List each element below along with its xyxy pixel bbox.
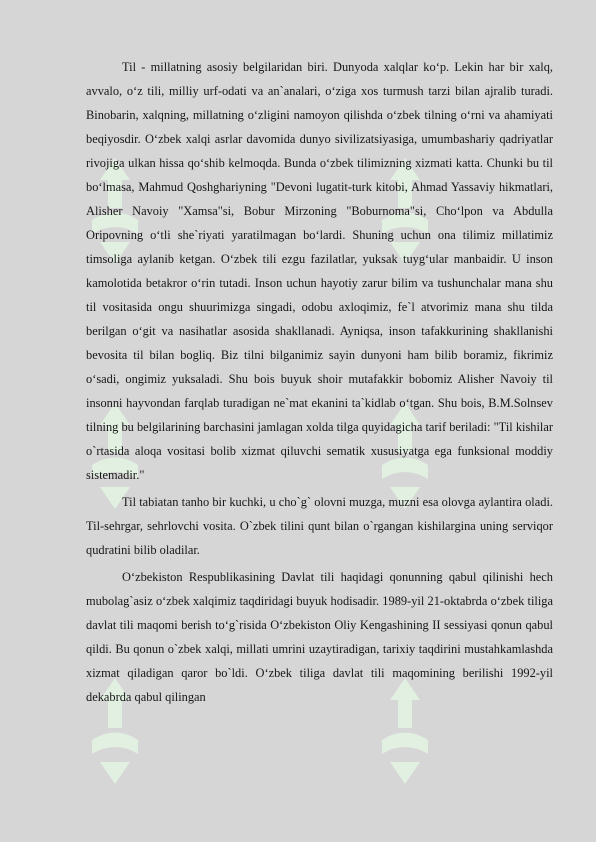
paragraph: O‘zbekiston Respublikasining Davlat tili haqidagi qonunning qabul qilinishi hech mubolag`asiz o‘zbek xalqimiz taqdiridagi buyuk hodisadir. 1989-yil 21-oktabrda o‘zbek tiliga davlat tili maqomi berish to‘g`risida O‘zbekiston Oliy Kengashining II sessiyasi qonun qabul qildi. Bu qonun o`zbek xalqi, millati umrini uzaytiradigan, tarixiy taqdirini mustahkamlashda xizmat qiladigan qaror bo`ldi. O‘zbek tiliga davlat tili maqomining berilishi 1992-yil dekabrda qabul qilingan — [86, 570, 553, 704]
document-body — [86, 55, 553, 712]
paragraph: Til tabiatan tanho bir kuchki, u cho`g` olovni muzga, muzni esa olovga aylantira oladi. Til-sehrgar, sehrlovchi vosita. O`zbek tilini qunt bilan o`rgangan kishilargina uning serviqor qudratini bilib oladilar. — [86, 495, 553, 557]
paragraph: Til - millatning asosiy belgilaridan biri. Dunyoda xalqlar ko‘p. Lekin har bir xalq, avvalo, o‘z tili, milliy urf-odati va an`analari, o‘ziga xos turmush tarzi bilan ajralib turadi. Binobarin, xalqning, millatning o‘zligini namoyon qilishda o‘zbek tilning o‘rni va ahamiyati beqiyosdir. O‘zbek xalqi asrlar davomida dunyo sivilizatsiyasiga, umumbashariy qadriyatlar rivojiga ulkan hissa qo‘shib kelmoqda. Bunda o‘zbek tilimizning xizmati katta. Chunki bu til bo‘lmasa, Mahmud Qoshghariyning "Devoni lugatit-turk kitobi, Ahmad Yassaviy hikmatlari, Alisher Navoiy "Xamsa"si, Bobur Mirzoning "Boburnoma"si, Cho‘lpon va Abdulla Oripovning o‘tli she`riyati yaratilmagan bo‘lardi. Shuning uchun ona tilimiz millatimiz timsoliga aylanib ketgan. O‘zbek tili ezgu fazilatlar, yuksak tuyg‘ular manbaidir. U inson kamolotida betakror o‘rin tutadi. Inson uchun hayotiy zarur bilim va tushunchalar mana shu til vositasida ongu shuurimizga singadi, odobu axloqimiz, fe`l atvorimiz mana shu tilda berilgan o‘git va nasihatlar asosida shakllanadi. Ayniqsa, inson tafakkurining shakllanishi bevosita til bilan bogliq. Biz tilni bilganimiz sayin dunyoni ham bilib boramiz, fikrimiz o‘sadi, ongimiz yuksaladi. Shu bois buyuk shoir mutafakkir bobomiz Alisher Navoiy til insonni hayvondan farqlab turadigan ne`mat ekanini ta`kidlab o‘tgan. Shu bois, B.M.Solnsev tilning bu belgilarining barchasini jamlagan xolda tilga quyidagicha tarif beriladi: "Til kishilar o`rtasida aloqa vositasi bolib xizmat qiluvchi sematik xususiyatga ega funksional moddiy sistemadir." — [86, 60, 553, 482]
